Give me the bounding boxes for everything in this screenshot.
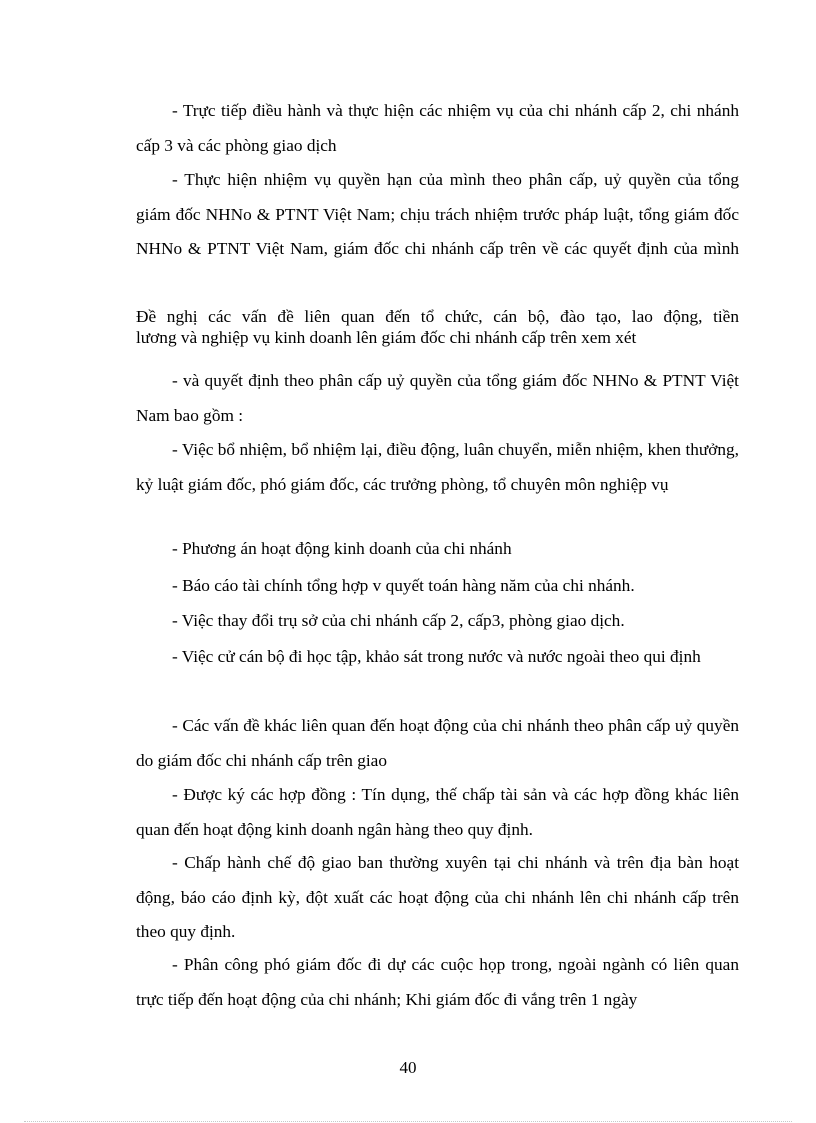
paragraph-8: - Việc thay đổi trụ sở của chi nhánh cấp 2, cấp3, phòng giao dịch. xyxy=(172,611,625,630)
paragraph-2: - Thực hiện nhiệm vụ quyền hạn của mình theo phân cấp, uỷ quyền của tổng giám đốc NHNo & PTNT Việt Nam; chịu trách nhiệm trước pháp luật, tổng giám đốc NHNo & PTNT Việt Nam, giám đốc chi nhánh cấp trên về các quyết định của mình xyxy=(136,170,739,258)
footer-divider xyxy=(24,1121,792,1122)
paragraph-9: - Việc cử cán bộ đi học tập, khảo sát trong nước và nước ngoài theo qui định xyxy=(172,647,701,666)
paragraph-5: - Việc bổ nhiệm, bổ nhiệm lại, điều động, luân chuyển, miễn nhiệm, khen thưởng, kỷ luật giám đốc, phó giám đốc, các trưởng phòng, tổ chuyên môn nghiệp vụ xyxy=(136,440,739,494)
paragraph-4: - và quyết định theo phân cấp uỷ quyền của tổng giám đốc NHNo & PTNT Việt Nam bao gồm : xyxy=(136,371,739,425)
paragraph-1: - Trực tiếp điều hành và thực hiện các nhiệm vụ của chi nhánh cấp 2, chi nhánh cấp 3 và các phòng giao dịch xyxy=(136,101,739,155)
paragraph-3-line-2: lương và nghiệp vụ kinh doanh lên giám đốc chi nhánh cấp trên xem xét xyxy=(136,328,637,347)
paragraph-3 xyxy=(136,306,739,348)
page-number: 40 xyxy=(399,1058,417,1077)
paragraph-12: - Chấp hành chế độ giao ban thường xuyên tại chi nhánh và trên địa bàn hoạt động, báo cáo định kỳ, đột xuất các hoạt động của chi nhánh lên chi nhánh cấp trên theo quy định. xyxy=(136,853,739,941)
paragraph-6: - Phương án hoạt động kinh doanh của chi nhánh xyxy=(172,539,512,558)
paragraph-11: - Được ký các hợp đồng : Tín dụng, thế chấp tài sản và các hợp đồng khác liên quan đến hoạt động kinh doanh ngân hàng theo quy định. xyxy=(136,785,739,839)
paragraph-13: - Phân công phó giám đốc đi dự các cuộc họp trong, ngoài ngành có liên quan trực tiếp đến hoạt động của chi nhánh; Khi giám đốc đi vắng trên 1 ngày xyxy=(136,955,739,1009)
paragraph-10: - Các vấn đề khác liên quan đến hoạt động của chi nhánh theo phân cấp uỷ quyền do giám đốc chi nhánh cấp trên giao xyxy=(136,716,739,770)
paragraph-7: - Báo cáo tài chính tổng hợp v quyết toán hàng năm của chi nhánh. xyxy=(172,576,635,595)
paragraph-3-line-1: Đề nghị các vấn đề liên quan đến tổ chức, cán bộ, đào tạo, lao động, tiền xyxy=(136,307,739,326)
